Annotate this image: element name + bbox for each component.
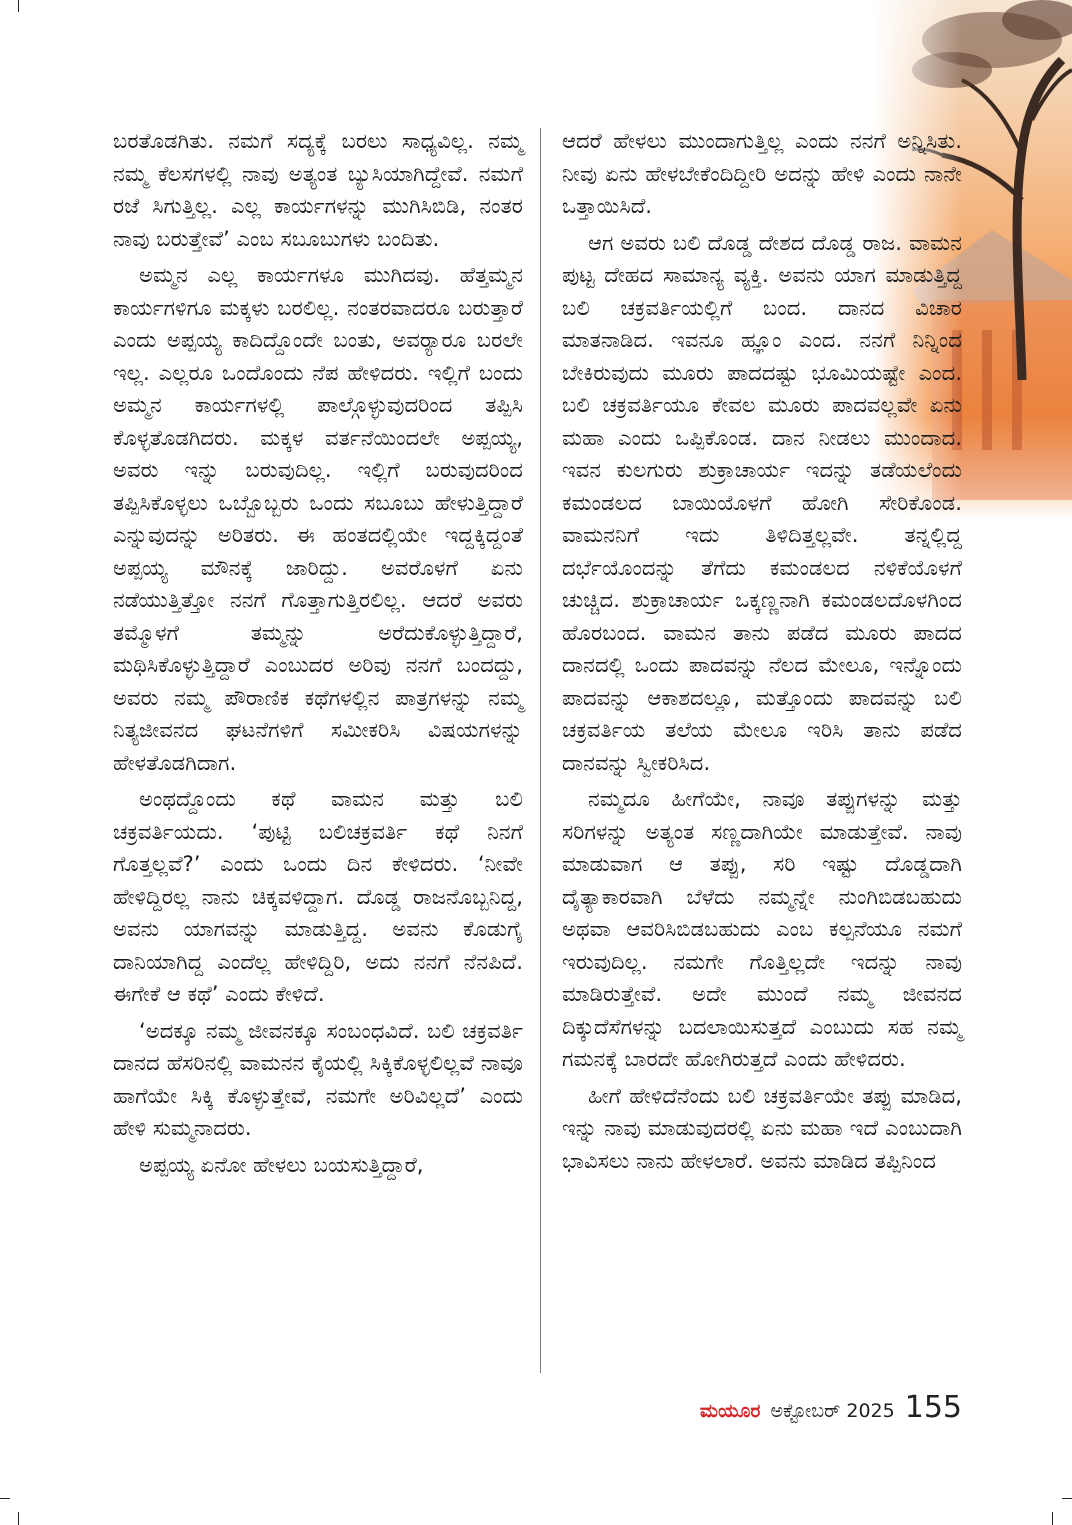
- crop-mark: [18, 0, 19, 12]
- article-column-right: [562, 125, 962, 1181]
- paragraph: ‘ಅದಕ್ಕೂ ನಮ್ಮ ಜೀವನಕ್ಕೂ ಸಂಬಂಧವಿದೆ. ಬಲಿ ಚಕ್ರವರ್ತಿ ದಾನದ ಹೆಸರಿನಲ್ಲಿ ವಾಮನನ ಕೈಯಲ್ಲಿ ಸಿಕ್ಕಿಕೊಳ್ಳಲಿಲ್ಲವೆ ನಾವೂ ಹಾಗೆಯೇ ಸಿಕ್ಕಿ ಕೊಳ್ಳುತ್ತೇವೆ, ನಮಗೇ ಅರಿವಿಲ್ಲದೆ’ ಎಂದು ಹೇಳಿ ಸುಮ್ಮನಾದರು.: [113, 1017, 523, 1140]
- paragraph: ಅಮ್ಮನ ಎಲ್ಲ ಕಾರ್ಯಗಳೂ ಮುಗಿದವು. ಹೆತ್ತಮ್ಮನ ಕಾರ್ಯಗಳಿಗೂ ಮಕ್ಕಳು ಬರಲಿಲ್ಲ. ನಂತರವಾದರೂ ಬರುತ್ತಾರೆ ಎಂದು ಅಪ್ಪಯ್ಯ ಕಾದಿದ್ದೊಂದೇ ಬಂತು, ಅವರ್‍ಯಾರೂ ಬರಲೇ ಇಲ್ಲ. ಎಲ್ಲರೂ ಒಂದೊಂದು ನೆಪ ಹೇಳಿದರು. ಇಲ್ಲಿಗೆ ಬಂದು ಅಮ್ಮನ ಕಾರ್ಯಗಳಲ್ಲಿ ಪಾಲ್ಗೊಳ್ಳುವುದರಿಂದ ತಪ್ಪಿಸಿ ಕೊಳ್ಳತೊಡಗಿದರು. ಮಕ್ಕಳ ವರ್ತನೆಯಿಂದಲೇ ಅಪ್ಪಯ್ಯ, ಅವರು ಇನ್ನು ಬರುವುದಿಲ್ಲ. ಇಲ್ಲಿಗೆ ಬರುವುದರಿಂದ ತಪ್ಪಿಸಿಕೊಳ್ಳಲು ಒಬ್ಬೊಬ್ಬರು ಒಂದು ಸಬೂಬು ಹೇಳುತ್ತಿದ್ದಾರೆ ಎನ್ನುವುದನ್ನು ಅರಿತರು. ಈ ಹಂತದಲ್ಲಿಯೇ ಇದ್ದಕ್ಕಿದ್ದಂತೆ ಅಪ್ಪಯ್ಯ ಮೌನಕ್ಕೆ ಜಾರಿದ್ದು. ಅವರೊಳಗೆ ಏನು ನಡೆಯುತ್ತಿತ್ತೋ ನನಗೆ ಗೊತ್ತಾಗುತ್ತಿರಲಿಲ್ಲ. ಆದರೆ ಅವರು ತಮ್ಮೊಳಗೆ ತಮ್ಮನ್ನು ಅರೆದುಕೊಳ್ಳುತ್ತಿದ್ದಾರೆ, ಮಥಿಸಿಕೊಳ್ಳುತ್ತಿದ್ದಾರೆ ಎಂಬುದರ ಅರಿವು ನನಗೆ ಬಂದದ್ದು, ಅವರು ನಮ್ಮ ಪೌರಾಣಿಕ ಕಥೆಗಳಲ್ಲಿನ ಪಾತ್ರಗಳನ್ನು ನಮ್ಮ ನಿತ್ಯಜೀವನದ ಘಟನೆಗಳಿಗೆ ಸಮೀಕರಿಸಿ ವಿಷಯಗಳನ್ನು ಹೇಳತೊಡಗಿದಾಗ.: [113, 262, 523, 775]
- issue-date: ಅಕ್ಟೋಬರ್ 2025: [770, 1400, 895, 1422]
- column-divider: [540, 128, 541, 1373]
- paragraph: ಆಗ ಅವರು ಬಲಿ ದೊಡ್ಡ ದೇಶದ ದೊಡ್ಡ ರಾಜ. ವಾಮನ ಪುಟ್ಟ ದೇಹದ ಸಾಮಾನ್ಯ ವ್ಯಕ್ತಿ. ಅವನು ಯಾಗ ಮಾಡುತ್ತಿದ್ದ ಬಲಿ ಚಕ್ರವರ್ತಿಯಲ್ಲಿಗೆ ಬಂದ. ದಾನದ ವಿಚಾರ ಮಾತನಾಡಿದ. ಇವನೂ ಹ್ಞೂಂ ಎಂದ. ನನಗೆ ನಿನ್ನಿಂದ ಬೇಕಿರುವುದು ಮೂರು ಪಾದದಷ್ಟು ಭೂಮಿಯಷ್ಟೇ ಎಂದ. ಬಲಿ ಚಕ್ರವರ್ತಿಯೂ ಕೇವಲ ಮೂರು ಪಾದವಲ್ಲವೇ ಏನು ಮಹಾ ಎಂದು ಒಪ್ಪಿಕೊಂಡ. ದಾನ ನೀಡಲು ಮುಂದಾದ. ಇವನ ಕುಲಗುರು ಶುಕ್ರಾಚಾರ್ಯ ಇದನ್ನು ತಡೆಯಲೆಂದು ಕಮಂಡಲದ ಬಾಯಿಯೊಳಗೆ ಹೋಗಿ ಸೇರಿಕೊಂಡ. ವಾಮನನಿಗೆ ಇದು ತಿಳಿದಿತ್ತಲ್ಲವೇ. ತನ್ನಲ್ಲಿದ್ದ ದರ್ಭೆಯೊಂದನ್ನು ತೆಗೆದು ಕಮಂಡಲದ ನಳಿಕೆಯೊಳಗೆ ಚುಚ್ಚಿದ. ಶುಕ್ರಾಚಾರ್ಯ ಒಕ್ಕಣ್ಣನಾಗಿ ಕಮಂಡಲದೊಳಗಿಂದ ಹೊರಬಂದ. ವಾಮನ ತಾನು ಪಡೆದ ಮೂರು ಪಾದದ ದಾನದಲ್ಲಿ ಒಂದು ಪಾದವನ್ನು ನೆಲದ ಮೇಲೂ, ಇನ್ನೊಂದು ಪಾದವನ್ನು ಆಕಾಶದಲ್ಲೂ, ಮತ್ತೊಂದು ಪಾದವನ್ನು ಬಲಿ ಚಕ್ರವರ್ತಿಯ ತಲೆಯ ಮೇಲೂ ಇರಿಸಿ ತಾನು ಪಡೆದ ದಾನವನ್ನು ಸ್ವೀಕರಿಸಿದ.: [562, 229, 962, 775]
- page-number: 155: [904, 1390, 962, 1425]
- paragraph: ಹೀಗೆ ಹೇಳಿದೆನೆಂದು ಬಲಿ ಚಕ್ರವರ್ತಿಯೇ ತಪ್ಪು ಮಾಡಿದ, ಇನ್ನು ನಾವು ಮಾಡುವುದರಲ್ಲಿ ಏನು ಮಹಾ ಇದೆ ಎಂಬುದಾಗಿ ಭಾವಿಸಲು ನಾನು ಹೇಳಲಾರೆ. ಅವನು ಮಾಡಿದ ತಪ್ಪಿನಿಂದ: [562, 1082, 962, 1173]
- magazine-name: ಮಯೂರ: [699, 1400, 761, 1422]
- paragraph: ನಮ್ಮದೂ ಹೀಗೆಯೇ, ನಾವೂ ತಪ್ಪುಗಳನ್ನು ಮತ್ತು ಸರಿಗಳನ್ನು ಅತ್ಯಂತ ಸಣ್ಣದಾಗಿಯೇ ಮಾಡುತ್ತೇವೆ. ನಾವು ಮಾಡುವಾಗ ಆ ತಪ್ಪು, ಸರಿ ಇಷ್ಟು ದೊಡ್ಡದಾಗಿ ದೈತ್ಯಾಕಾರವಾಗಿ ಬೆಳೆದು ನಮ್ಮನ್ನೇ ನುಂಗಿಬಿಡಬಹುದು ಅಥವಾ ಆವರಿಸಿಬಿಡಬಹುದು ಎಂಬ ಕಲ್ಪನೆಯೂ ನಮಗೆ ಇರುವುದಿಲ್ಲ. ನಮಗೇ ಗೊತ್ತಿಲ್ಲದೇ ಇದನ್ನು ನಾವು ಮಾಡಿರುತ್ತೇವೆ. ಅದೇ ಮುಂದೆ ನಮ್ಮ ಜೀವನದ ದಿಕ್ಕುದೆಸೆಗಳನ್ನು ಬದಲಾಯಿಸುತ್ತದೆ ಎಂಬುದು ಸಹ ನಮ್ಮ ಗಮನಕ್ಕೆ ಬಾರದೇ ಹೋಗಿರುತ್ತದೆ ಎಂದು ಹೇಳಿದರು.: [562, 786, 962, 1071]
- crop-mark: [0, 1498, 10, 1499]
- page-footer: [700, 1390, 962, 1425]
- paragraph: ಅಪ್ಪಯ್ಯ ಏನೋ ಹೇಳಲು ಬಯಸುತ್ತಿದ್ದಾರೆ,: [139, 1151, 424, 1177]
- paragraph: ಬರತೊಡಗಿತು. ನಮಗೆ ಸದ್ಯಕ್ಕೆ ಬರಲು ಸಾಧ್ಯವಿಲ್ಲ. ನಮ್ಮ ನಮ್ಮ ಕೆಲಸಗಳಲ್ಲಿ ನಾವು ಅತ್ಯಂತ ಬ್ಯುಸಿಯಾಗಿದ್ದೇವೆ. ನಮಗೆ ರಜೆ ಸಿಗುತ್ತಿಲ್ಲ. ಎಲ್ಲ ಕಾರ್ಯಗಳನ್ನು ಮುಗಿಸಿಬಿಡಿ, ನಂತರ ನಾವು ಬರುತ್ತೇವೆ’ ಎಂಬ ಸಬೂಬುಗಳು ಬಂದಿತು.: [113, 128, 523, 251]
- crop-mark: [18, 1512, 19, 1525]
- crop-mark: [1052, 1512, 1053, 1525]
- paragraph: ಆದರೆ ಹೇಳಲು ಮುಂದಾಗುತ್ತಿಲ್ಲ ಎಂದು ನನಗೆ ಅನ್ನಿಸಿತು. ನೀವು ಏನು ಹೇಳಬೇಕೆಂದಿದ್ದೀರಿ ಅದನ್ನು ಹೇಳಿ ಎಂದು ನಾನೇ ಒತ್ತಾಯಿಸಿದೆ.: [562, 128, 962, 218]
- crop-mark: [1062, 1498, 1072, 1499]
- paragraph: ಅಂಥದ್ದೊಂದು ಕಥೆ ವಾಮನ ಮತ್ತು ಬಲಿ ಚಕ್ರವರ್ತಿಯದು. ‘ಪುಟ್ಟಿ ಬಲಿಚಕ್ರವರ್ತಿ ಕಥೆ ನಿನಗೆ ಗೊತ್ತಲ್ಲವೆ?’ ಎಂದು ಒಂದು ದಿನ ಕೇಳಿದರು. ‘ನೀವೇ ಹೇಳಿದ್ದಿರಲ್ಲ ನಾನು ಚಿಕ್ಕವಳಿದ್ದಾಗ. ದೊಡ್ಡ ರಾಜನೊಬ್ಬನಿದ್ದ, ಅವನು ಯಾಗವನ್ನು ಮಾಡುತ್ತಿದ್ದ. ಅವನು ಕೊಡುಗೈ ದಾನಿಯಾಗಿದ್ದ ಎಂದೆಲ್ಲ ಹೇಳಿದ್ದಿರಿ, ಅದು ನನಗೆ ನೆನಪಿದೆ. ಈಗೇಕೆ ಆ ಕಥೆ’ ಎಂದು ಕೇಳಿದೆ.: [113, 786, 523, 1006]
- article-column-left: [113, 125, 523, 1185]
